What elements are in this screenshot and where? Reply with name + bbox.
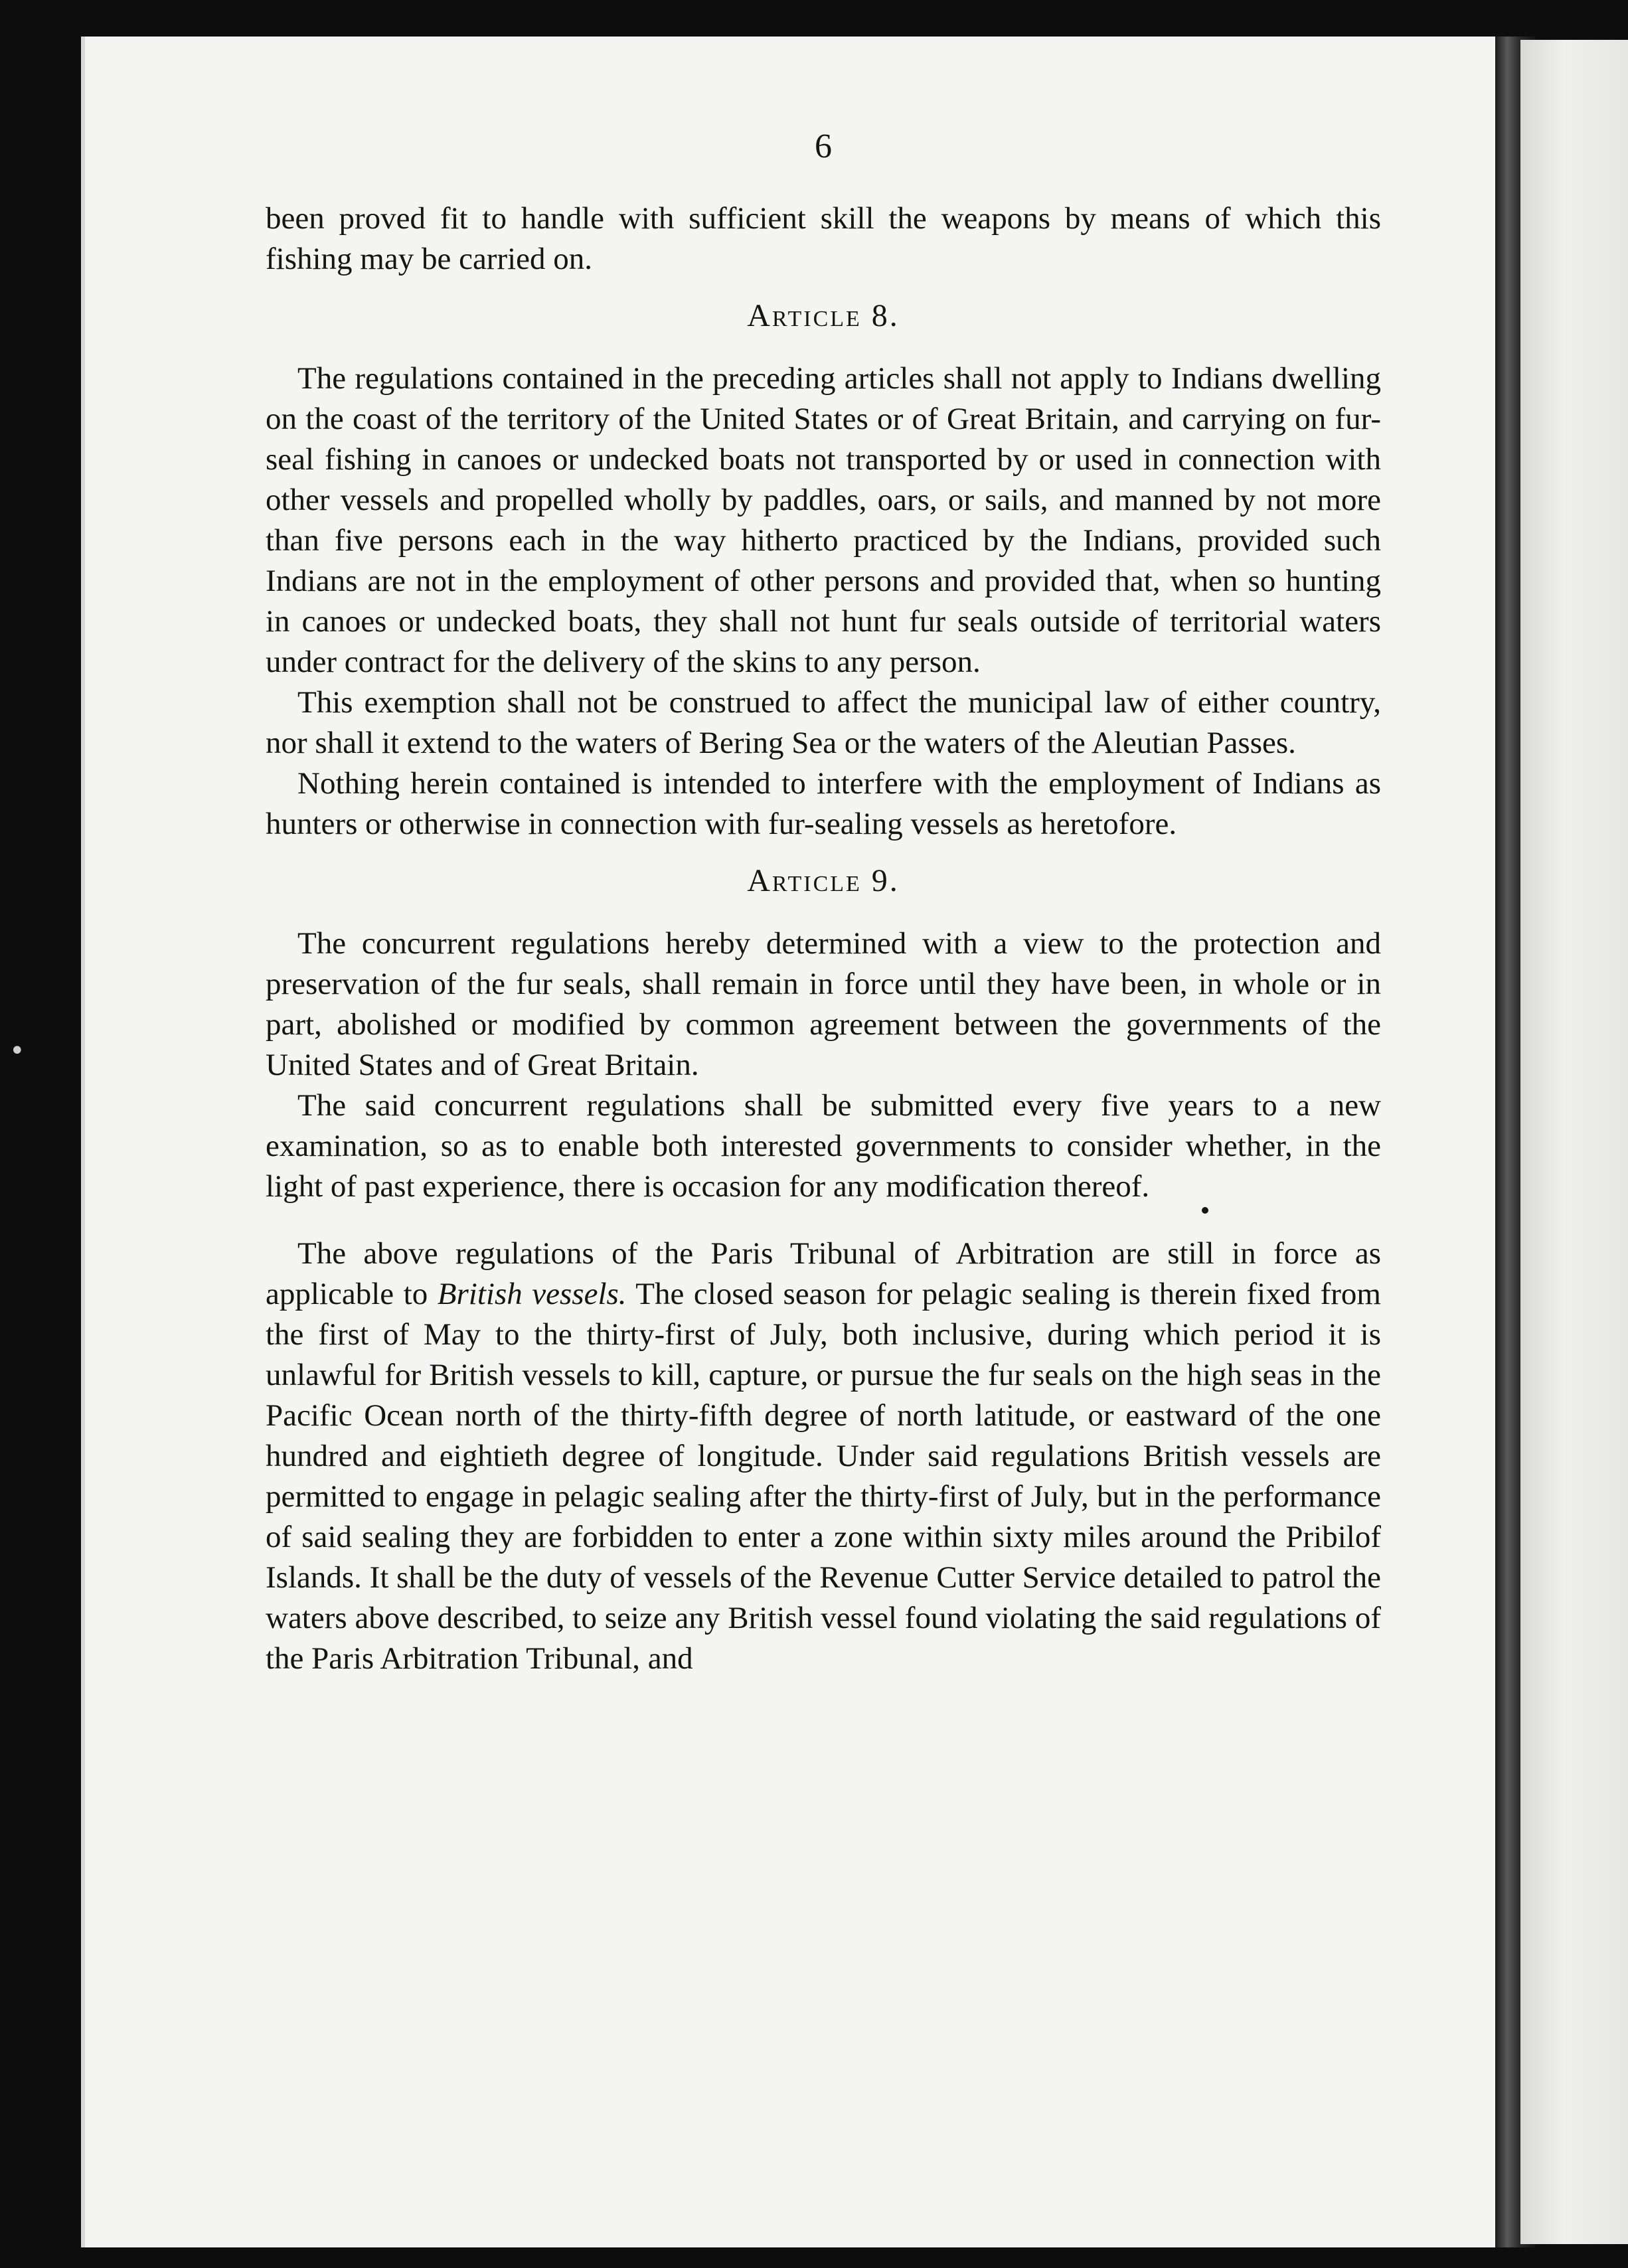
closing-text-end: The closed season for pelagic sealing is therein fixed from the first of May to the thirty-first of July, both inclusive, during which period it is unlawful for British vessels to kill, capture, or pursue the fur seals on the high seas in the Pacific Ocean north of the thirty-fifth degree of north latitude, or eastward of the one hundred and eightieth degree of longitude. Under said regulations British vessels are permitted to engage in pelagic sealing after the thirty-first of July, but in the performance of said sealing they are forbidden to enter a zone within sixty miles around the Pribilof Islands. It shall be the duty of vessels of the Revenue Cutter Service detailed to patrol the waters above described, to seize any British vessel found violating the said regulations of the Paris Arbitration Tribunal, and <box>266 1277 1381 1676</box>
adjacent-page-edge <box>1520 40 1628 2244</box>
article-9-paragraph-1: The concurrent regulations hereby determined with a view to the protection and preservation of the fur seals, shall remain in force until they have been, in whole or in part, abolished or modified by common agreement between the governments of the United States and of Great Britain. <box>266 926 1381 1082</box>
article-8-heading: Article 8. <box>747 298 900 333</box>
closing-italic-phrase: British vessels. <box>437 1277 627 1311</box>
article-8-paragraph-2: This exemption shall not be construed to affect the municipal law of either country, nor shall it extend to the waters of Bering Sea or the waters of the Aleutian Passes. <box>266 685 1381 760</box>
opening-paragraph: been proved fit to handle with sufficient skill the weapons by means of which this fishing may be carried on. <box>266 201 1381 276</box>
separator-dot <box>1202 1207 1208 1214</box>
article-9-heading: Article 9. <box>747 863 900 898</box>
page-text <box>266 126 1381 1679</box>
article-8-paragraph-3: Nothing herein contained is intended to interfere with the employment of Indians as hunters or otherwise in connection with fur-sealing vessels as heretofore. <box>266 766 1381 841</box>
closing-paragraph <box>266 1234 1381 1679</box>
section-separator <box>266 1207 1381 1234</box>
page-number: 6 <box>815 127 832 165</box>
closing-text-start: The above regulations of the Paris Tribunal of Arbitration are still in force as applicable to <box>266 1236 1381 1311</box>
article-9-paragraph-2: The said concurrent regulations shall be submitted every five years to a new examination, so as to enable both interested governments to consider whether, in the light of past experience, there is occasion for any modification thereof. <box>266 1088 1381 1204</box>
article-8-paragraph-1: The regulations contained in the preceding articles shall not apply to Indians dwelling on the coast of the territory of the United States or of Great Britain, and carrying on fur-seal fishing in canoes or undecked boats not transported by or used in connection with other vessels and propelled wholly by paddles, oars, or sails, and manned by not more than five persons each in the way hitherto practiced by the Indians, provided such Indians are not in the employment of other persons and provided that, when so hunting in canoes or undecked boats, they shall not hunt fur seals outside of territorial waters under contract for the delivery of the skins to any person. <box>266 361 1381 679</box>
scan-speck: • <box>9 1036 25 1066</box>
